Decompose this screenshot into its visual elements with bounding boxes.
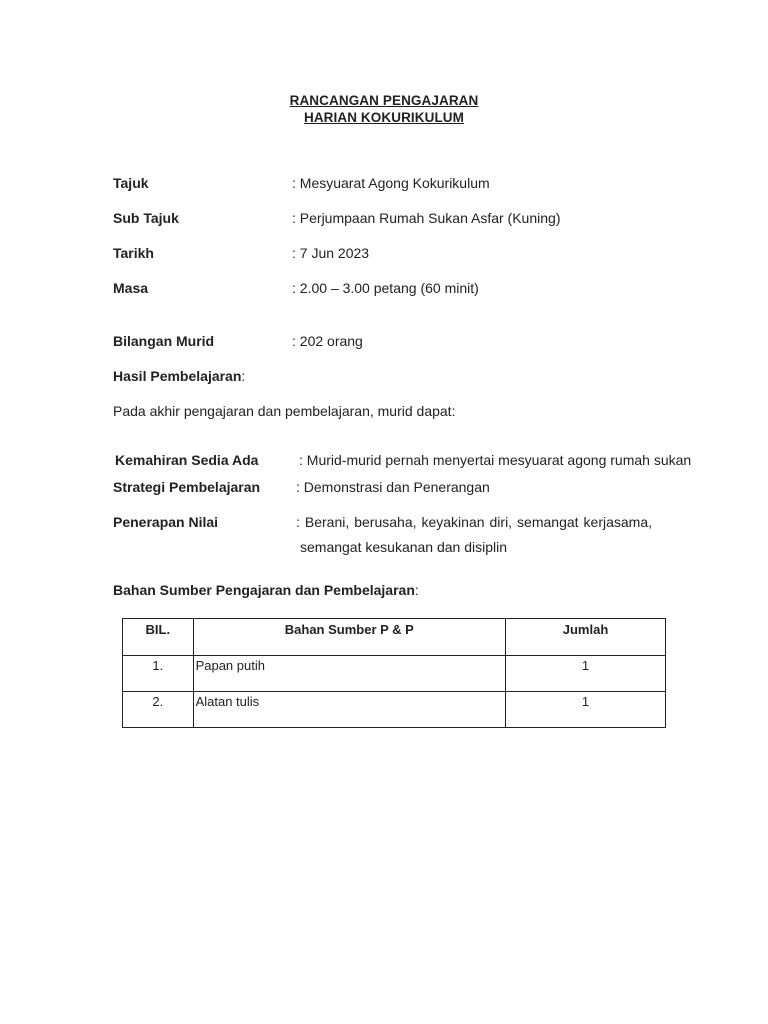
penerapan-nilai-value-line-1: : Berani, berusaha, keyakinan diri, semangat kerjasama, [296,514,652,530]
tarikh-value: : 7 Jun 2023 [292,245,370,261]
row-jumlah: 1 [506,656,666,692]
tajuk-label: Tajuk [113,175,149,191]
bilangan-murid-label: Bilangan Murid [113,333,215,349]
row-bil: 2. [123,692,194,728]
bahan-sumber-colon: : [414,582,419,598]
bahan-sumber-heading [113,582,419,598]
masa-label: Masa [113,280,149,296]
table-row [123,656,666,692]
sub-tajuk-label: Sub Tajuk [113,210,179,226]
tajuk-value: : Mesyuarat Agong Kokurikulum [292,175,490,191]
strategi-pembelajaran-value: : Demonstrasi dan Penerangan [296,479,490,495]
hasil-pembelajaran-label: Hasil Pembelajaran [113,368,242,384]
penerapan-nilai-label: Penerapan Nilai [113,514,219,530]
hasil-pembelajaran-heading [113,368,245,384]
sub-tajuk-value: : Perjumpaan Rumah Sukan Asfar (Kuning) [292,210,561,226]
masa-value: : 2.00 – 3.00 petang (60 minit) [292,280,479,296]
document-title-line-2: HARIAN KOKURIKULUM [303,110,465,125]
row-bahan: Alatan tulis [193,692,506,728]
bilangan-murid-value: : 202 orang [292,333,363,349]
bahan-sumber-label: Bahan Sumber Pengajaran dan Pembelajaran [113,582,415,598]
document-title-line-1: RANCANGAN PENGAJARAN [289,93,479,108]
row-bil: 1. [123,656,194,692]
penerapan-nilai-value-line-2: semangat kesukanan dan disiplin [300,539,508,555]
header-jumlah: Jumlah [506,619,666,656]
header-bahan-sumber: Bahan Sumber P & P [193,619,506,656]
resource-table [122,618,666,728]
table-header-row [123,619,666,656]
header-bil: BIL. [123,619,194,656]
strategi-pembelajaran-label: Strategi Pembelajaran [113,479,261,495]
hasil-pembelajaran-text: Pada akhir pengajaran dan pembelajaran, murid dapat: [113,403,456,419]
hasil-pembelajaran-colon: : [241,368,246,384]
tarikh-label: Tarikh [113,245,154,261]
table-row [123,692,666,728]
kemahiran-sedia-ada-value: : Murid-murid pernah menyertai mesyuarat agong rumah sukan [299,452,692,468]
kemahiran-sedia-ada-label: Kemahiran Sedia Ada [115,452,259,468]
row-jumlah: 1 [506,692,666,728]
row-bahan: Papan putih [193,656,506,692]
